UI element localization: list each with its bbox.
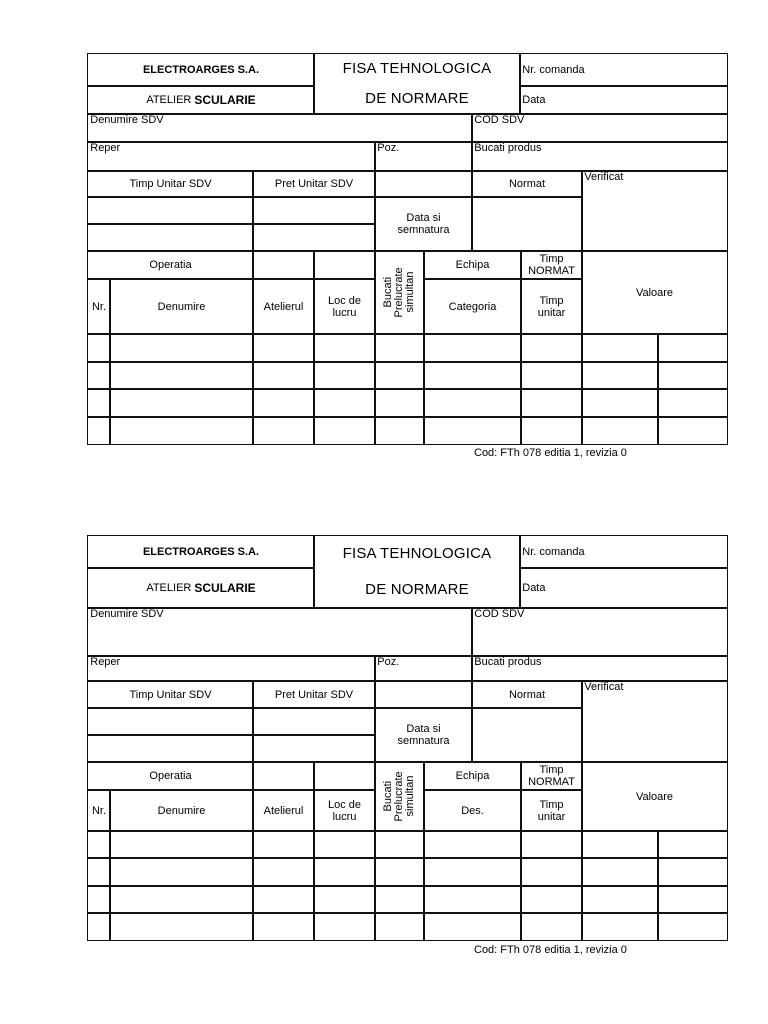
atelier-label [87, 85, 315, 115]
table-cell-timp[interactable] [520, 857, 583, 887]
form-title [313, 53, 521, 115]
atelierul-header-label: Atelierul [263, 804, 304, 817]
pret-unitar-value[interactable] [252, 196, 376, 225]
atelier-label [87, 567, 315, 609]
table-cell-valoare-a[interactable] [581, 830, 659, 859]
echipa-header [423, 250, 522, 280]
table-cell-loc-de-lucru[interactable] [313, 830, 376, 859]
form-code-footer: Cod: FTh 078 editia 1, revizia 0 [474, 944, 627, 956]
form-code-footer: Cod: FTh 078 editia 1, revizia 0 [474, 447, 627, 459]
operatia-header [87, 761, 254, 791]
timp-unitar-sdv-header-label: Timp Unitar SDV [129, 178, 212, 190]
categoria-header-label: Des. [461, 804, 484, 817]
company-name-label: ELECTROARGES S.A. [142, 64, 260, 76]
table-cell-nr[interactable] [87, 830, 111, 859]
atelier-name: SCULARIE [194, 93, 256, 107]
title-line-2: DE NORMARE [365, 580, 469, 598]
table-cell-categoria[interactable] [423, 830, 522, 859]
table-cell-valoare-b[interactable] [657, 388, 728, 418]
categoria-header [423, 789, 522, 832]
blank-cell[interactable] [374, 170, 473, 198]
valoare-header-label: Valoare [635, 286, 674, 299]
loc-de-lucru-header-label: Loc de lucru [327, 294, 362, 319]
table-cell-atelierul[interactable] [252, 388, 315, 418]
table-cell-categoria[interactable] [423, 333, 522, 363]
table-cell-loc-de-lucru[interactable] [313, 416, 376, 445]
normat-header [471, 170, 583, 198]
loc-de-lucru-header-label: Loc de lucru [327, 798, 362, 823]
echipa-header-label: Echipa [455, 770, 490, 782]
atelierul-header-label: Atelierul [263, 300, 304, 313]
title-line-2: DE NORMARE [365, 89, 469, 107]
timp-unitar-value[interactable] [87, 734, 254, 763]
table-cell-timp[interactable] [520, 388, 583, 418]
bucati-prelucrate-header [374, 250, 425, 335]
denumire-header-label: Denumire [157, 300, 206, 313]
data-si-semnatura-label [374, 196, 473, 252]
normat-value[interactable] [471, 196, 583, 252]
timp-normat-header [520, 761, 583, 791]
pret-unitar-value[interactable] [252, 223, 376, 252]
bucati-prelucrate-header-label: Bucati Prelucrate simultan [382, 267, 416, 318]
cod-sdv-field-label: COD SDV [474, 608, 525, 621]
blank-cell[interactable] [374, 680, 473, 709]
table-cell-bucati[interactable] [374, 333, 425, 363]
table-cell-bucati[interactable] [374, 388, 425, 418]
table-cell-valoare-b[interactable] [657, 361, 728, 390]
table-cell-valoare-b[interactable] [657, 857, 728, 887]
table-cell-denumire[interactable] [109, 361, 254, 390]
company-name [87, 53, 315, 87]
timp-unitar-value[interactable] [87, 196, 254, 225]
blank-cell[interactable] [252, 761, 315, 791]
data-field-label: Data [522, 582, 546, 594]
table-cell-timp[interactable] [520, 912, 583, 941]
nr-comanda-field [519, 53, 728, 87]
table-cell-atelierul[interactable] [252, 857, 315, 887]
data-si-semnatura-label-label: Data si semnatura [397, 723, 450, 747]
title-line-1: FISA TEHNOLOGICA [342, 60, 492, 78]
table-cell-timp[interactable] [520, 416, 583, 445]
data-si-semnatura-label [374, 707, 473, 763]
table-cell-nr[interactable] [87, 912, 111, 941]
nr-header-label: Nr. [91, 300, 107, 313]
table-cell-valoare-b[interactable] [657, 416, 728, 445]
timp-unitar-header-label: Timp unitar [537, 294, 566, 319]
table-cell-loc-de-lucru[interactable] [313, 912, 376, 941]
table-cell-denumire[interactable] [109, 857, 254, 887]
normat-header-label: Normat [508, 688, 546, 701]
bucati-produs-field [471, 141, 728, 172]
poz-field-label: Poz. [377, 656, 400, 669]
table-cell-bucati[interactable] [374, 912, 425, 941]
blank-cell[interactable] [313, 250, 376, 280]
table-cell-loc-de-lucru[interactable] [313, 333, 376, 363]
pret-unitar-value[interactable] [252, 707, 376, 736]
reper-field-label: Reper [90, 142, 121, 155]
timp-unitar-header-label: Timp unitar [537, 798, 566, 823]
timp-normat-header-label: Timp NORMAT [528, 253, 575, 277]
table-cell-atelierul[interactable] [252, 333, 315, 363]
table-cell-atelierul[interactable] [252, 830, 315, 859]
table-cell-valoare-a[interactable] [581, 416, 659, 445]
atelier-prefix: ATELIER [146, 582, 192, 594]
nr-comanda-field-label: Nr. comanda [522, 546, 585, 558]
loc-de-lucru-header [313, 278, 376, 335]
verificat-field-label: Verificat [584, 171, 624, 184]
table-cell-nr[interactable] [87, 885, 111, 914]
valoare-header [581, 761, 728, 832]
table-cell-nr[interactable] [87, 857, 111, 887]
table-cell-denumire[interactable] [109, 333, 254, 363]
data-field [519, 567, 728, 609]
table-cell-nr[interactable] [87, 388, 111, 418]
nr-comanda-field [519, 535, 728, 569]
cod-sdv-field-label: COD SDV [474, 114, 525, 127]
table-cell-valoare-b[interactable] [657, 333, 728, 363]
table-cell-categoria[interactable] [423, 857, 522, 887]
pret-unitar-sdv-header [252, 680, 376, 709]
reper-field [87, 655, 376, 682]
timp-unitar-value[interactable] [87, 223, 254, 252]
table-cell-valoare-a[interactable] [581, 333, 659, 363]
echipa-header-label: Echipa [455, 259, 490, 271]
company-name-label: ELECTROARGES S.A. [142, 546, 260, 558]
atelier-prefix: ATELIER [146, 94, 192, 106]
verificat-field [581, 680, 728, 763]
bucati-produs-field-label: Bucati produs [474, 142, 542, 155]
categoria-header [423, 278, 522, 335]
cod-sdv-field [471, 113, 728, 143]
table-cell-valoare-a[interactable] [581, 912, 659, 941]
pret-unitar-sdv-header-label: Pret Unitar SDV [274, 688, 354, 701]
denumire-sdv-field-label: Denumire SDV [90, 608, 164, 621]
denumire-sdv-field-label: Denumire SDV [90, 114, 164, 127]
bucati-produs-field-label: Bucati produs [474, 656, 542, 669]
table-cell-bucati[interactable] [374, 857, 425, 887]
timp-unitar-header [520, 789, 583, 832]
denumire-sdv-field [87, 607, 473, 657]
table-cell-nr[interactable] [87, 361, 111, 390]
table-cell-denumire[interactable] [109, 885, 254, 914]
verificat-field [581, 170, 728, 252]
table-cell-valoare-a[interactable] [581, 388, 659, 418]
bucati-prelucrate-header [374, 761, 425, 832]
table-cell-loc-de-lucru[interactable] [313, 857, 376, 887]
operatia-header-label: Operatia [149, 770, 192, 782]
timp-normat-header-label: Timp NORMAT [528, 764, 575, 788]
operatia-header-label: Operatia [149, 259, 192, 271]
table-cell-valoare-b[interactable] [657, 912, 728, 941]
nr-comanda-field-label: Nr. comanda [522, 64, 585, 76]
table-cell-loc-de-lucru[interactable] [313, 361, 376, 390]
table-cell-denumire[interactable] [109, 912, 254, 941]
poz-field-label: Poz. [377, 142, 400, 155]
timp-unitar-sdv-header [87, 680, 254, 709]
table-cell-categoria[interactable] [423, 912, 522, 941]
table-cell-bucati[interactable] [374, 830, 425, 859]
table-cell-categoria[interactable] [423, 416, 522, 445]
denumire-sdv-field [87, 113, 473, 143]
normat-header [471, 680, 583, 709]
loc-de-lucru-header [313, 789, 376, 832]
data-si-semnatura-label-label: Data si semnatura [397, 212, 450, 236]
categoria-header-label: Categoria [448, 300, 497, 313]
nr-header-label: Nr. [91, 804, 107, 817]
nr-header [87, 789, 111, 832]
normat-value[interactable] [471, 707, 583, 763]
table-cell-categoria[interactable] [423, 388, 522, 418]
title-line-1: FISA TEHNOLOGICA [342, 545, 492, 563]
table-cell-nr[interactable] [87, 333, 111, 363]
normat-header-label: Normat [508, 178, 546, 190]
table-cell-timp[interactable] [520, 830, 583, 859]
table-cell-bucati[interactable] [374, 416, 425, 445]
atelier-name: SCULARIE [194, 581, 256, 595]
table-cell-categoria[interactable] [423, 361, 522, 390]
bucati-prelucrate-header-label: Bucati Prelucrate simultan [382, 771, 416, 822]
table-cell-denumire[interactable] [109, 830, 254, 859]
table-cell-atelierul[interactable] [252, 912, 315, 941]
table-cell-bucati[interactable] [374, 885, 425, 914]
table-cell-timp[interactable] [520, 885, 583, 914]
operatia-header [87, 250, 254, 280]
table-cell-loc-de-lucru[interactable] [313, 885, 376, 914]
pret-unitar-value[interactable] [252, 734, 376, 763]
table-cell-atelierul[interactable] [252, 885, 315, 914]
cod-sdv-field [471, 607, 728, 657]
table-cell-valoare-b[interactable] [657, 885, 728, 914]
poz-field [374, 655, 473, 682]
data-field-label: Data [522, 94, 546, 106]
table-cell-denumire[interactable] [109, 388, 254, 418]
table-cell-bucati[interactable] [374, 361, 425, 390]
pret-unitar-sdv-header-label: Pret Unitar SDV [274, 178, 354, 190]
denumire-header [109, 789, 254, 832]
form-title [313, 535, 521, 609]
atelierul-header [252, 278, 315, 335]
timp-normat-header [520, 250, 583, 280]
reper-field-label: Reper [90, 656, 121, 669]
table-cell-nr[interactable] [87, 416, 111, 445]
company-name [87, 535, 315, 569]
table-cell-valoare-a[interactable] [581, 361, 659, 390]
table-cell-valoare-a[interactable] [581, 885, 659, 914]
table-cell-timp[interactable] [520, 333, 583, 363]
bucati-produs-field [471, 655, 728, 682]
table-cell-valoare-a[interactable] [581, 857, 659, 887]
table-cell-timp[interactable] [520, 361, 583, 390]
verificat-field-label: Verificat [584, 681, 624, 694]
timp-unitar-sdv-header-label: Timp Unitar SDV [129, 688, 212, 701]
timp-unitar-value[interactable] [87, 707, 254, 736]
valoare-header-label: Valoare [635, 790, 674, 803]
timp-unitar-sdv-header [87, 170, 254, 198]
table-cell-atelierul[interactable] [252, 416, 315, 445]
denumire-header [109, 278, 254, 335]
valoare-header [581, 250, 728, 335]
blank-cell[interactable] [313, 761, 376, 791]
timp-unitar-header [520, 278, 583, 335]
table-cell-atelierul[interactable] [252, 361, 315, 390]
table-cell-denumire[interactable] [109, 416, 254, 445]
pret-unitar-sdv-header [252, 170, 376, 198]
atelierul-header [252, 789, 315, 832]
echipa-header [423, 761, 522, 791]
table-cell-valoare-b[interactable] [657, 830, 728, 859]
poz-field [374, 141, 473, 172]
table-cell-categoria[interactable] [423, 885, 522, 914]
nr-header [87, 278, 111, 335]
reper-field [87, 141, 376, 172]
denumire-header-label: Denumire [157, 804, 206, 817]
table-cell-loc-de-lucru[interactable] [313, 388, 376, 418]
blank-cell[interactable] [252, 250, 315, 280]
data-field [519, 85, 728, 115]
